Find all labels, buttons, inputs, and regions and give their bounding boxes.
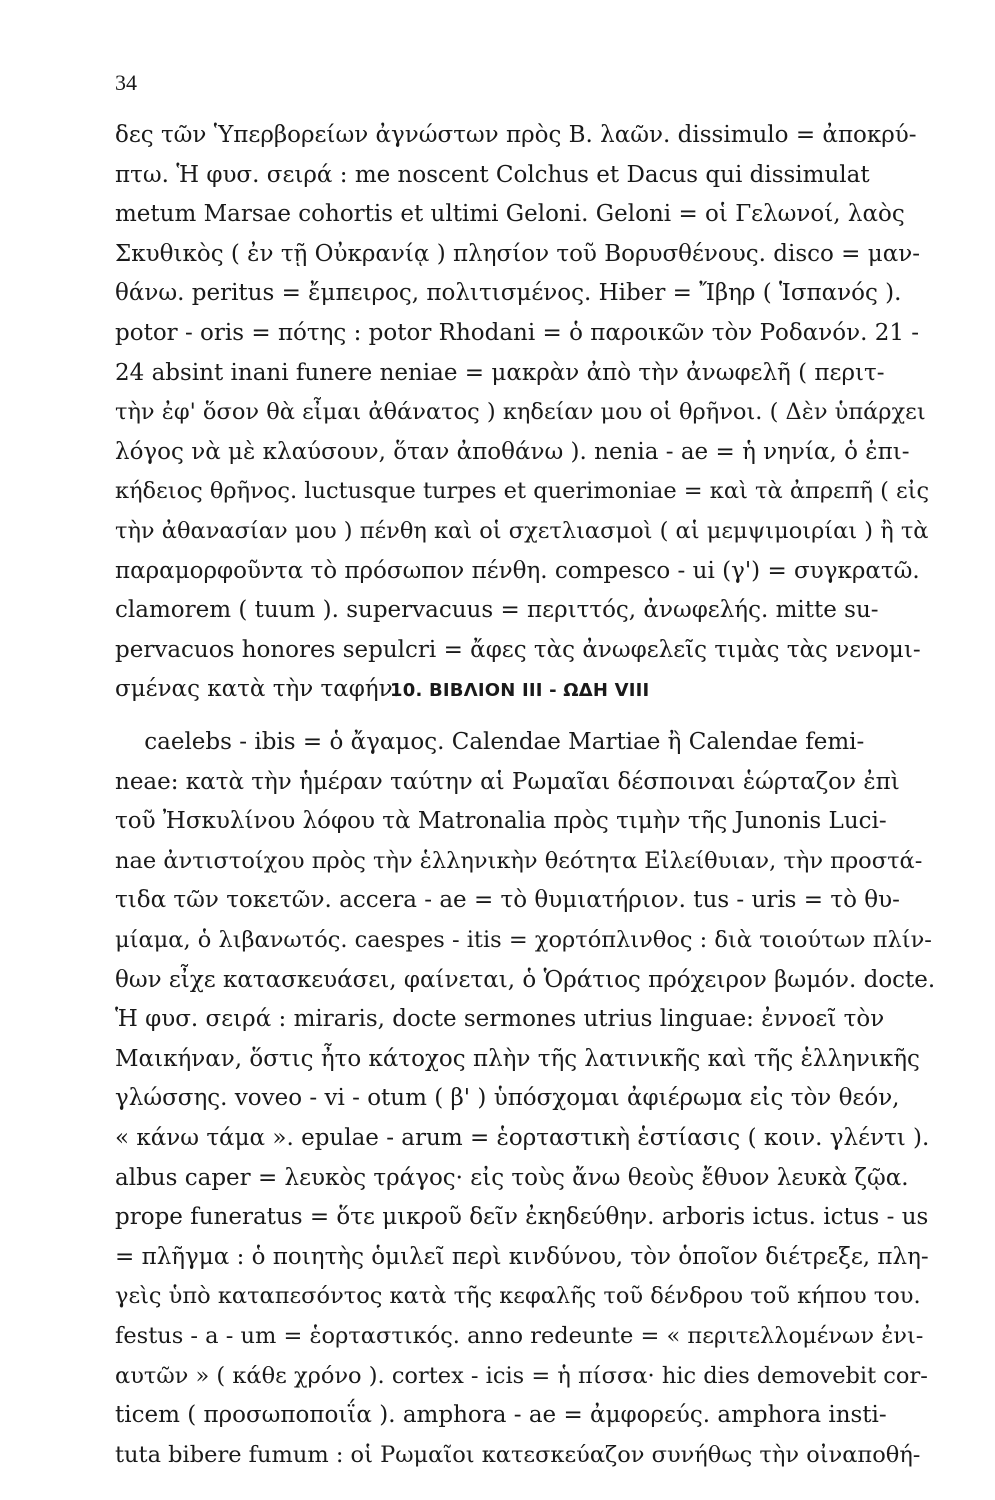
text-line: αυτῶν » ( κάθε χρόνο ). cortex - icis = ἡ πίσσα· hic dies demovebit cor-: [115, 1362, 928, 1389]
text-line: festus - a - um = ἑορταστικός. anno redeunte = « περιτελλομένων ἐνι-: [115, 1322, 924, 1349]
text-line: clamorem ( tuum ). supervacuus = περιττός, ἀνωφελής. mitte su-: [115, 597, 879, 624]
text-line: μίαμα, ὁ λιβανωτός. caespes - itis = χορτόπλινθος : διὰ τοιούτων πλίν-: [115, 926, 932, 953]
text-line: pervacuos honores sepulcri = ἄφες τὰς ἀνωφελεῖς τιμὰς τὰς νενομι-: [115, 636, 921, 663]
text-line: « κάνω τάμα ». epulae - arum = ἑορταστικὴ ἑστίασις ( κοιν. γλέντι ).: [115, 1124, 930, 1151]
text-line: caelebs - ibis = ὁ ἄγαμος. Calendae Martiae ἢ Calendae femi-: [115, 729, 865, 755]
text-line: θάνω. peritus = ἔμπειρος, πολιτισμένος. Hiber = Ἴβηρ ( Ἱσπανός ).: [115, 280, 902, 307]
text-line: θων εἶχε κατασκευάσει, φαίνεται, ὁ Ὁράτιος πρόχειρον βωμόν. docte.: [115, 966, 935, 993]
text-line: κήδειος θρῆνος. luctusque turpes et querimoniae = καὶ τὰ ἀπρεπῆ ( εἰς: [115, 478, 930, 505]
text-line: 24 absint inani funere neniae = μακρὰν ἀπὸ τὴν ἀνωφελῆ ( περιτ-: [115, 359, 885, 386]
text-line: δες τῶν Ὑπερβορείων ἀγνώστων πρὸς Β. λαῶν. dissimulo = ἀποκρύ-: [115, 122, 917, 148]
text-line: τοῦ Ἠσκυλίνου λόφου τὰ Matronalia πρὸς τιμὴν τῆς Junonis Luci-: [115, 808, 887, 835]
text-line: = πλῆγμα : ὁ ποιητὴς ὁμιλεῖ περὶ κινδύνου, τὸν ὁποῖον διέτρεξε, πλη-: [115, 1243, 929, 1270]
text-line: τὴν ἀθανασίαν μου ) πένθη καὶ οἱ σχετλιασμοὶ ( αἱ μεμψιμοιρίαι ) ἢ τὰ: [115, 517, 929, 544]
commentary-paragraph-1: [115, 116, 935, 710]
text-line: Σκυθικὸς ( ἐν τῇ Οὐκρανίᾳ ) πλησίον τοῦ Βορυσθένους. disco = μαν-: [115, 240, 920, 267]
text-line: γεὶς ὑπὸ καταπεσόντος κατὰ τῆς κεφαλῆς τοῦ δένδρου τοῦ κήπου του.: [115, 1283, 921, 1310]
text-line: albus caper = λευκὸς τράγος· εἰς τοὺς ἄνω θεοὺς ἔθυον λευκὰ ζῷα.: [115, 1164, 909, 1191]
text-line: Ἡ φυσ. σειρά : miraris, docte sermones utrius linguae: ἐννοεῖ τὸν: [115, 1006, 885, 1033]
text-line: neae: κατὰ τὴν ἡμέραν ταύτην αἱ Ρωμαῖαι δέσποιναι ἑώρταζον ἐπὶ: [115, 768, 900, 795]
commentary-paragraph-2: [115, 723, 935, 1475]
text-line: λόγος νὰ μὲ κλαύσουν, ὅταν ἀποθάνω ). nenia - ae = ἡ νηνία, ὁ ἐπι-: [115, 438, 910, 465]
text-line: ticem ( προσωποποιΐα ). amphora - ae = ἀμφορεύς. amphora insti-: [115, 1402, 887, 1429]
section-heading: 10. ΒΙΒΛΙΟΝ III - ΩΔΗ VIII: [390, 680, 650, 701]
text-line: γλώσσης. voveo - vi - otum ( β' ) ὑπόσχομαι ἀφιέρωμα εἰς τὸν θεόν,: [115, 1085, 900, 1112]
text-line: metum Marsae cohortis et ultimi Geloni. Geloni = οἱ Γελωνοί, λαὸς: [115, 201, 905, 228]
text-line: σμένας κατὰ τὴν ταφήν.: [115, 676, 400, 703]
text-line: τιδα τῶν τοκετῶν. accera - ae = τὸ θυμιατήριον. tus - uris = τὸ θυ-: [115, 887, 900, 914]
text-line: tuta bibere fumum : οἱ Ρωμαῖοι κατεσκεύαζον συνήθως τὴν οἰναποθή-: [115, 1441, 921, 1468]
text-line: παραμορφοῦντα τὸ πρόσωπον πένθη. compesco - ui (γ') = συγκρατῶ.: [115, 557, 920, 584]
text-line: τὴν ἐφ' ὅσον θὰ εἶμαι ἀθάνατος ) κηδείαν μου οἱ θρῆνοι. ( Δὲν ὑπάρχει: [115, 399, 926, 426]
text-line: potor - oris = πότης : potor Rhodani = ὁ παροικῶν τὸν Ροδανόν. 21 -: [115, 319, 920, 346]
text-line: Μαικήναν, ὅστις ἦτο κάτοχος πλὴν τῆς λατινικῆς καὶ τῆς ἑλληνικῆς: [115, 1045, 920, 1072]
page-number: 34: [115, 70, 137, 95]
text-line: prope funeratus = ὅτε μικροῦ δεῖν ἐκηδεύθην. arboris ictus. ictus - us: [115, 1204, 929, 1231]
text-line: nae ἀντιστοίχου πρὸς τὴν ἑλληνικὴν θεότητα Εἰλείθυιαν, τὴν προστά-: [115, 847, 923, 874]
text-line: πτω. Ἡ φυσ. σειρά : me noscent Colchus et Dacus qui dissimulat: [115, 161, 870, 188]
